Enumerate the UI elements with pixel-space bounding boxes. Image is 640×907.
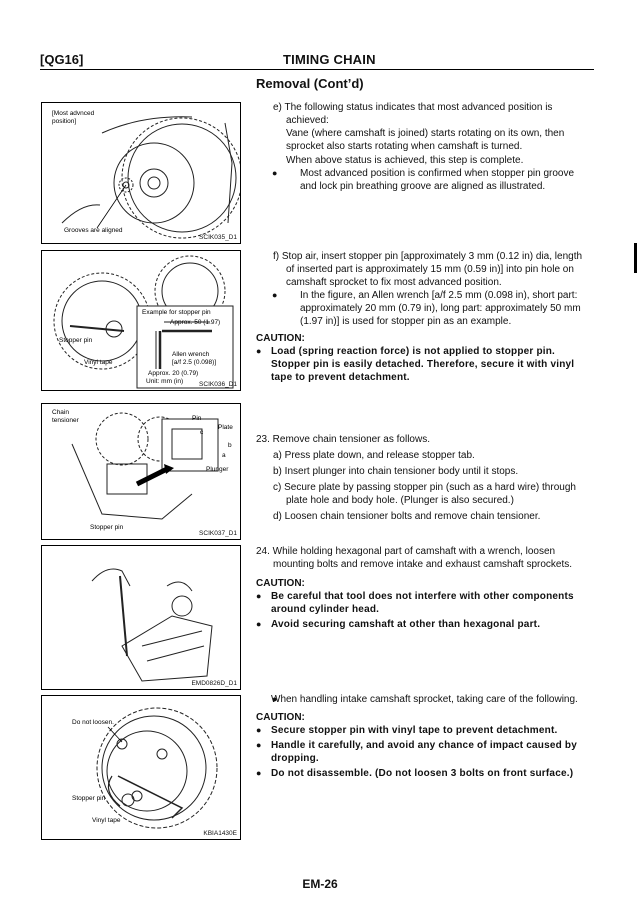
- figure-most-advanced-position: [41, 102, 241, 244]
- page-edge-mark: [634, 243, 637, 273]
- figure-label: [Most advnced: [52, 110, 95, 117]
- step-e-block: [256, 101, 590, 193]
- section-code: [QG16]: [40, 52, 84, 67]
- figure-label: position]: [52, 118, 77, 125]
- figure-code: KBIA1430E: [203, 830, 237, 837]
- figure-camshaft-wrench: [41, 545, 241, 690]
- step-23-block: [256, 433, 590, 523]
- figure-label: c: [200, 429, 204, 436]
- figure-label: Stopper pin: [59, 337, 93, 344]
- intake-sprocket-illustration: [42, 696, 240, 839]
- step-e-text: Vane (where camshaft is joined) starts rotating on its own, then sprocket also starts rotating when camshaft is turned.: [286, 128, 565, 152]
- figure-label: a: [222, 452, 226, 459]
- step-23-item: c) Secure plate by passing stopper pin (such as a hard wire) through plate hole and body hole. (Plunger is also secured.): [273, 482, 576, 506]
- figure-label: Do not loosen.: [72, 719, 114, 726]
- step-23-item: b) Insert plunger into chain tensioner body until it stops.: [273, 466, 519, 477]
- figure-label: Pin: [192, 415, 202, 422]
- sprocket-handling-block: [256, 693, 590, 780]
- step-f-block: [256, 250, 590, 384]
- figure-label: Allen wrench: [172, 351, 210, 358]
- caution-heading: CAUTION:: [256, 333, 305, 344]
- step-e-text: When above status is achieved, this step is complete.: [286, 155, 524, 166]
- step-e-bullet: ● Most advanced position is confirmed when stopper pin groove and lock pin breathing groove are aligned as illustrated.: [256, 167, 590, 193]
- figure-label: Plate: [218, 424, 233, 431]
- step-f-bullet: ● In the figure, an Allen wrench [a/f 2.5 mm (0.098 in), short part: approximately 20 mm (0.79 in), long part: approximately 50 mm (1.97 in)] is used for stopper pin as an example.: [256, 289, 590, 328]
- caution-heading: CAUTION:: [256, 712, 305, 723]
- camshaft-wrench-illustration: [42, 546, 240, 689]
- sprocket-handling-bullet: ● When handling intake camshaft sprocket, taking care of the following.: [256, 693, 590, 706]
- figure-label: tensioner: [52, 417, 79, 424]
- figure-chain-tensioner: [41, 403, 241, 540]
- figure-label: Stopper pin: [90, 524, 124, 531]
- figure-label: b: [228, 442, 232, 449]
- caution-item: ● Be careful that tool does not interfere with other components around cylinder head.: [256, 590, 590, 616]
- figure-code: SCIK035_D1: [199, 234, 237, 241]
- figure-code: SCIK037_D1: [199, 530, 237, 537]
- figure-label: [a/f 2.5 (0.098)]: [172, 359, 217, 366]
- step-f-text: f) Stop air, insert stopper pin [approximately 3 mm (0.12 in) dia, length of inserted part is approximately 15 mm (0.59 in)] into pin hole on camshaft sprocket to fix most advanced position.: [273, 251, 583, 288]
- figure-code: EMD0826D_D1: [191, 680, 237, 687]
- figure-label: Vinyl tape: [84, 359, 113, 366]
- figure-label: Approx. 20 (0.79): [148, 370, 199, 377]
- caution-item: ● Secure stopper pin with vinyl tape to prevent detachment.: [256, 724, 590, 737]
- figure-label: Unit: mm (in): [146, 378, 184, 385]
- figure-code: SCIK036_D1: [199, 381, 237, 388]
- header-rule: [40, 69, 594, 70]
- figure-label: Vinyl tape: [92, 817, 121, 824]
- figure-label: Plunger: [206, 466, 229, 473]
- caution-item: ● Avoid securing camshaft at other than hexagonal part.: [256, 618, 590, 631]
- figure-label: Stopper pin: [72, 795, 106, 802]
- figure-label: Chain: [52, 409, 69, 416]
- figure-stopper-pin-example: [41, 250, 241, 391]
- caution-heading: CAUTION:: [256, 578, 305, 589]
- page-number: EM-26: [302, 877, 338, 891]
- caution-item: ● Load (spring reaction force) is not applied to stopper pin. Stopper pin is easily detached. Therefore, secure it with vinyl tape to prevent detachment.: [256, 345, 590, 384]
- caution-item: ● Handle it carefully, and avoid any chance of impact caused by dropping.: [256, 739, 590, 765]
- section-subtitle: Removal (Cont’d): [256, 76, 364, 91]
- figure-intake-sprocket: [41, 695, 241, 840]
- page-header: [40, 52, 600, 70]
- page-title: TIMING CHAIN: [283, 52, 376, 67]
- step-23-item: a) Press plate down, and release stopper tab.: [273, 450, 475, 461]
- figure-label: Grooves are aligned: [64, 227, 123, 234]
- figure-label: Example for stopper pin: [142, 309, 211, 316]
- step-e-text: e) The following status indicates that most advanced position is achieved:: [273, 102, 553, 126]
- step-23-title: 23. Remove chain tensioner as follows.: [256, 434, 430, 445]
- step-23-item: d) Loosen chain tensioner bolts and remove chain tensioner.: [273, 511, 541, 522]
- step-24-title: 24. While holding hexagonal part of camshaft with a wrench, loosen mounting bolts and remove intake and exhaust camshaft sprockets.: [256, 546, 573, 570]
- caution-item: ● Do not disassemble. (Do not loosen 3 bolts on front surface.): [256, 767, 590, 780]
- figure-label: Approx. 50 (1.97): [170, 319, 221, 326]
- step-24-block: [256, 545, 590, 631]
